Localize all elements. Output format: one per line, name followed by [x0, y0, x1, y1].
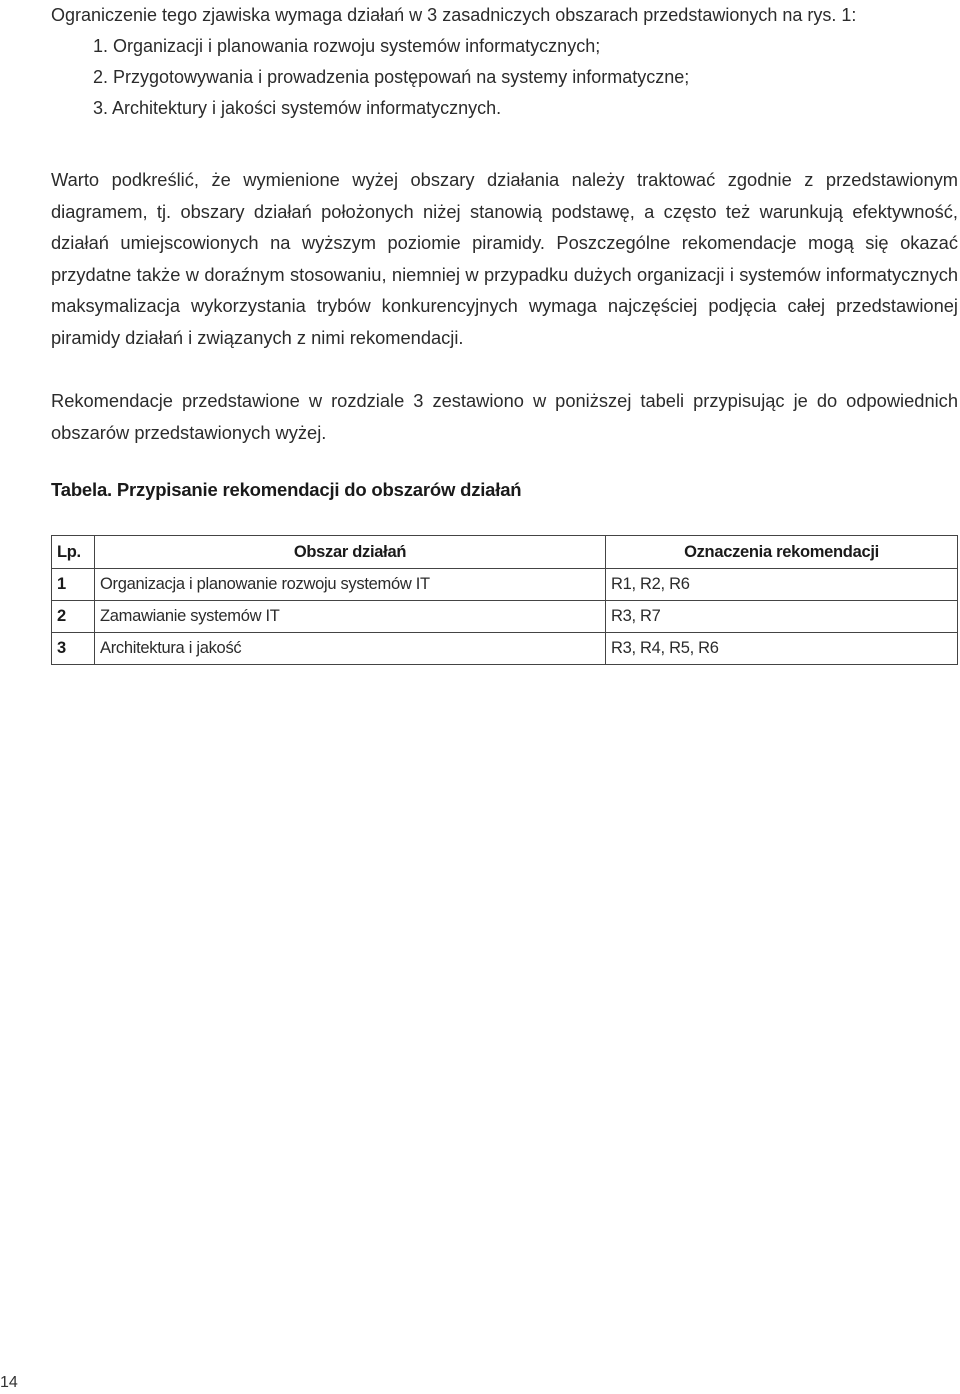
recommendations-table — [51, 535, 958, 665]
areas-list-item: 1. Organizacji i planowania rozwoju systemów informatycznych; — [93, 36, 601, 56]
cell-recommendations: R1, R2, R6 — [606, 569, 958, 601]
areas-list — [51, 31, 958, 124]
header-recommendations: Oznaczenia rekomendacji — [606, 536, 958, 569]
paragraph-diagram: Warto podkreślić, że wymienione wyżej obszary działania należy traktować zgodnie z przedstawionym diagramem, tj. obszary działań położonych niżej stanowią podstawę, a często też warunkują efektywność, działań umiejscowionych na wyższym poziomie piramidy. Poszczególne rekomendacje mogą się okazać przydatne także w doraźnym stosowaniu, niemniej w przypadku dużych organizacji i systemów informatycznych maksymalizacja wykorzystania trybów konkurencyjnych wymaga najczęściej podjęcia całej przedstawionej piramidy działań i związanych z nimi rekomendacji. — [51, 169, 958, 348]
cell-area: Organizacja i planowanie rozwoju systemów IT — [95, 569, 606, 601]
table-row — [52, 569, 958, 601]
cell-area: Zamawianie systemów IT — [95, 601, 606, 633]
header-lp: Lp. — [52, 536, 95, 569]
cell-recommendations: R3, R7 — [606, 601, 958, 633]
areas-list-item: 3. Architektury i jakości systemów informatycznych. — [93, 98, 502, 118]
document-page — [51, 0, 958, 665]
table-row — [52, 633, 958, 665]
intro-text: Ograniczenie tego zjawiska wymaga działań w 3 zasadniczych obszarach przedstawionych na rys. 1: — [51, 5, 857, 25]
cell-lp: 2 — [52, 601, 95, 633]
cell-lp: 1 — [52, 569, 95, 601]
header-area: Obszar działań — [95, 536, 606, 569]
table-header-row — [52, 536, 958, 569]
paragraph-recommendations: Rekomendacje przedstawione w rozdziale 3 zestawiono w poniższej tabeli przypisując je do odpowiednich obszarów przedstawionych wyżej. — [51, 390, 958, 443]
cell-area: Architektura i jakość — [95, 633, 606, 665]
cell-recommendations: R3, R4, R5, R6 — [606, 633, 958, 665]
areas-list-item: 2. Przygotowywania i prowadzenia postępowań na systemy informatyczne; — [93, 67, 690, 87]
table-title: Tabela. Przypisanie rekomendacji do obszarów działań — [51, 479, 522, 500]
page-number: 14 — [0, 1374, 18, 1391]
table-row — [52, 601, 958, 633]
cell-lp: 3 — [52, 633, 95, 665]
